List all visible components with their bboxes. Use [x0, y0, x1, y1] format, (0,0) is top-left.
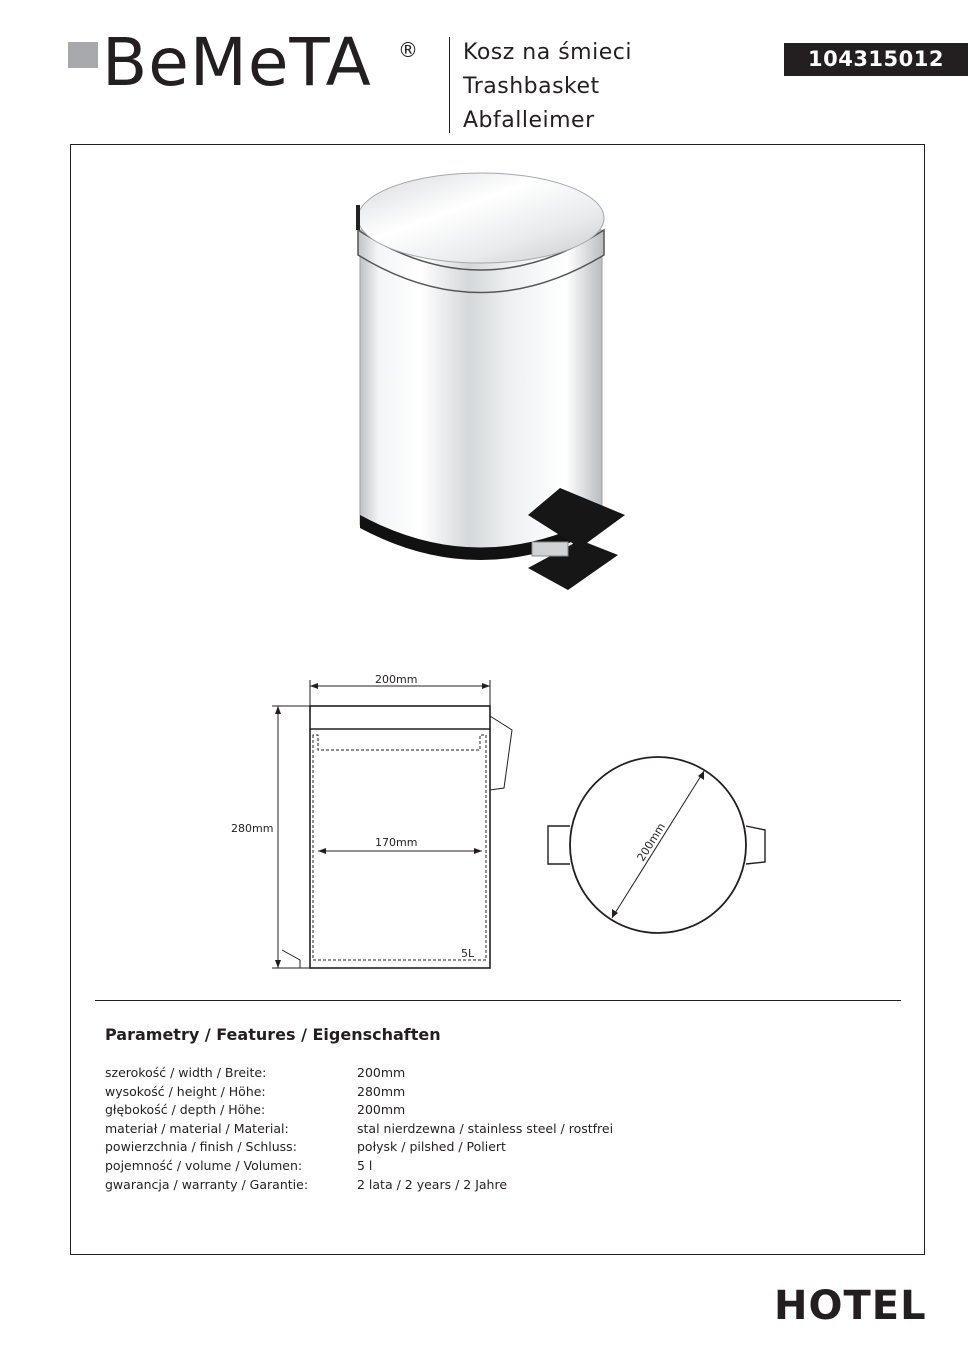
feature-value: stal nierdzewna / stainless steel / rostfrei — [357, 1120, 614, 1136]
features-row — [105, 1101, 805, 1120]
feature-label: pojemność / volume / Volumen: — [105, 1157, 303, 1173]
logo-square — [68, 42, 98, 68]
features-row — [105, 1138, 805, 1157]
header-divider — [449, 37, 450, 133]
feature-label: gwarancja / warranty / Garantie: — [105, 1176, 309, 1192]
logo-text: BeMeTA — [102, 24, 372, 101]
title-de: Abfalleimer — [463, 108, 595, 133]
features-title: Parametry / Features / Eigenschaften — [105, 1025, 441, 1044]
lid-top — [358, 173, 604, 263]
section-divider — [95, 1000, 901, 1001]
registered-mark: ® — [398, 38, 418, 62]
technical-drawing — [220, 670, 800, 980]
inner-width-label: 170mm — [375, 836, 418, 849]
feature-value: 200mm — [357, 1065, 406, 1080]
feature-value: 200mm — [357, 1102, 406, 1118]
diameter-line — [612, 771, 704, 918]
features-row — [105, 1176, 805, 1195]
diameter-label: 200mm — [634, 820, 669, 864]
feature-value: 5 l — [357, 1157, 373, 1173]
feature-label: szerokość / width / Breite: — [105, 1065, 267, 1080]
features-row — [105, 1083, 805, 1102]
height-label: 280mm — [231, 822, 274, 835]
volume-label: 5L — [461, 947, 475, 960]
features-row — [105, 1120, 805, 1139]
category-label: HOTEL — [774, 1283, 927, 1329]
feature-value: 2 lata / 2 years / 2 Jahre — [357, 1176, 508, 1192]
title-en: Trashbasket — [463, 74, 600, 99]
feature-label: powierzchnia / finish / Schluss: — [105, 1139, 297, 1155]
features-row — [105, 1064, 805, 1083]
feature-label: głębokość / depth / Höhe: — [105, 1102, 266, 1118]
product-code: 104315012 — [784, 43, 968, 76]
feature-label: materiał / material / Material: — [105, 1120, 289, 1136]
product-titles — [463, 36, 632, 138]
feature-label: wysokość / height / Höhe: — [105, 1083, 266, 1099]
feature-value: połysk / pilshed / Poliert — [357, 1139, 506, 1155]
feature-value: 280mm — [357, 1083, 406, 1099]
brand-logo — [68, 24, 428, 102]
width-label: 200mm — [375, 673, 418, 686]
features-row — [105, 1157, 805, 1176]
trash-can-image — [340, 170, 640, 600]
title-pl: Kosz na śmieci — [463, 40, 632, 65]
features-table — [105, 1064, 805, 1194]
